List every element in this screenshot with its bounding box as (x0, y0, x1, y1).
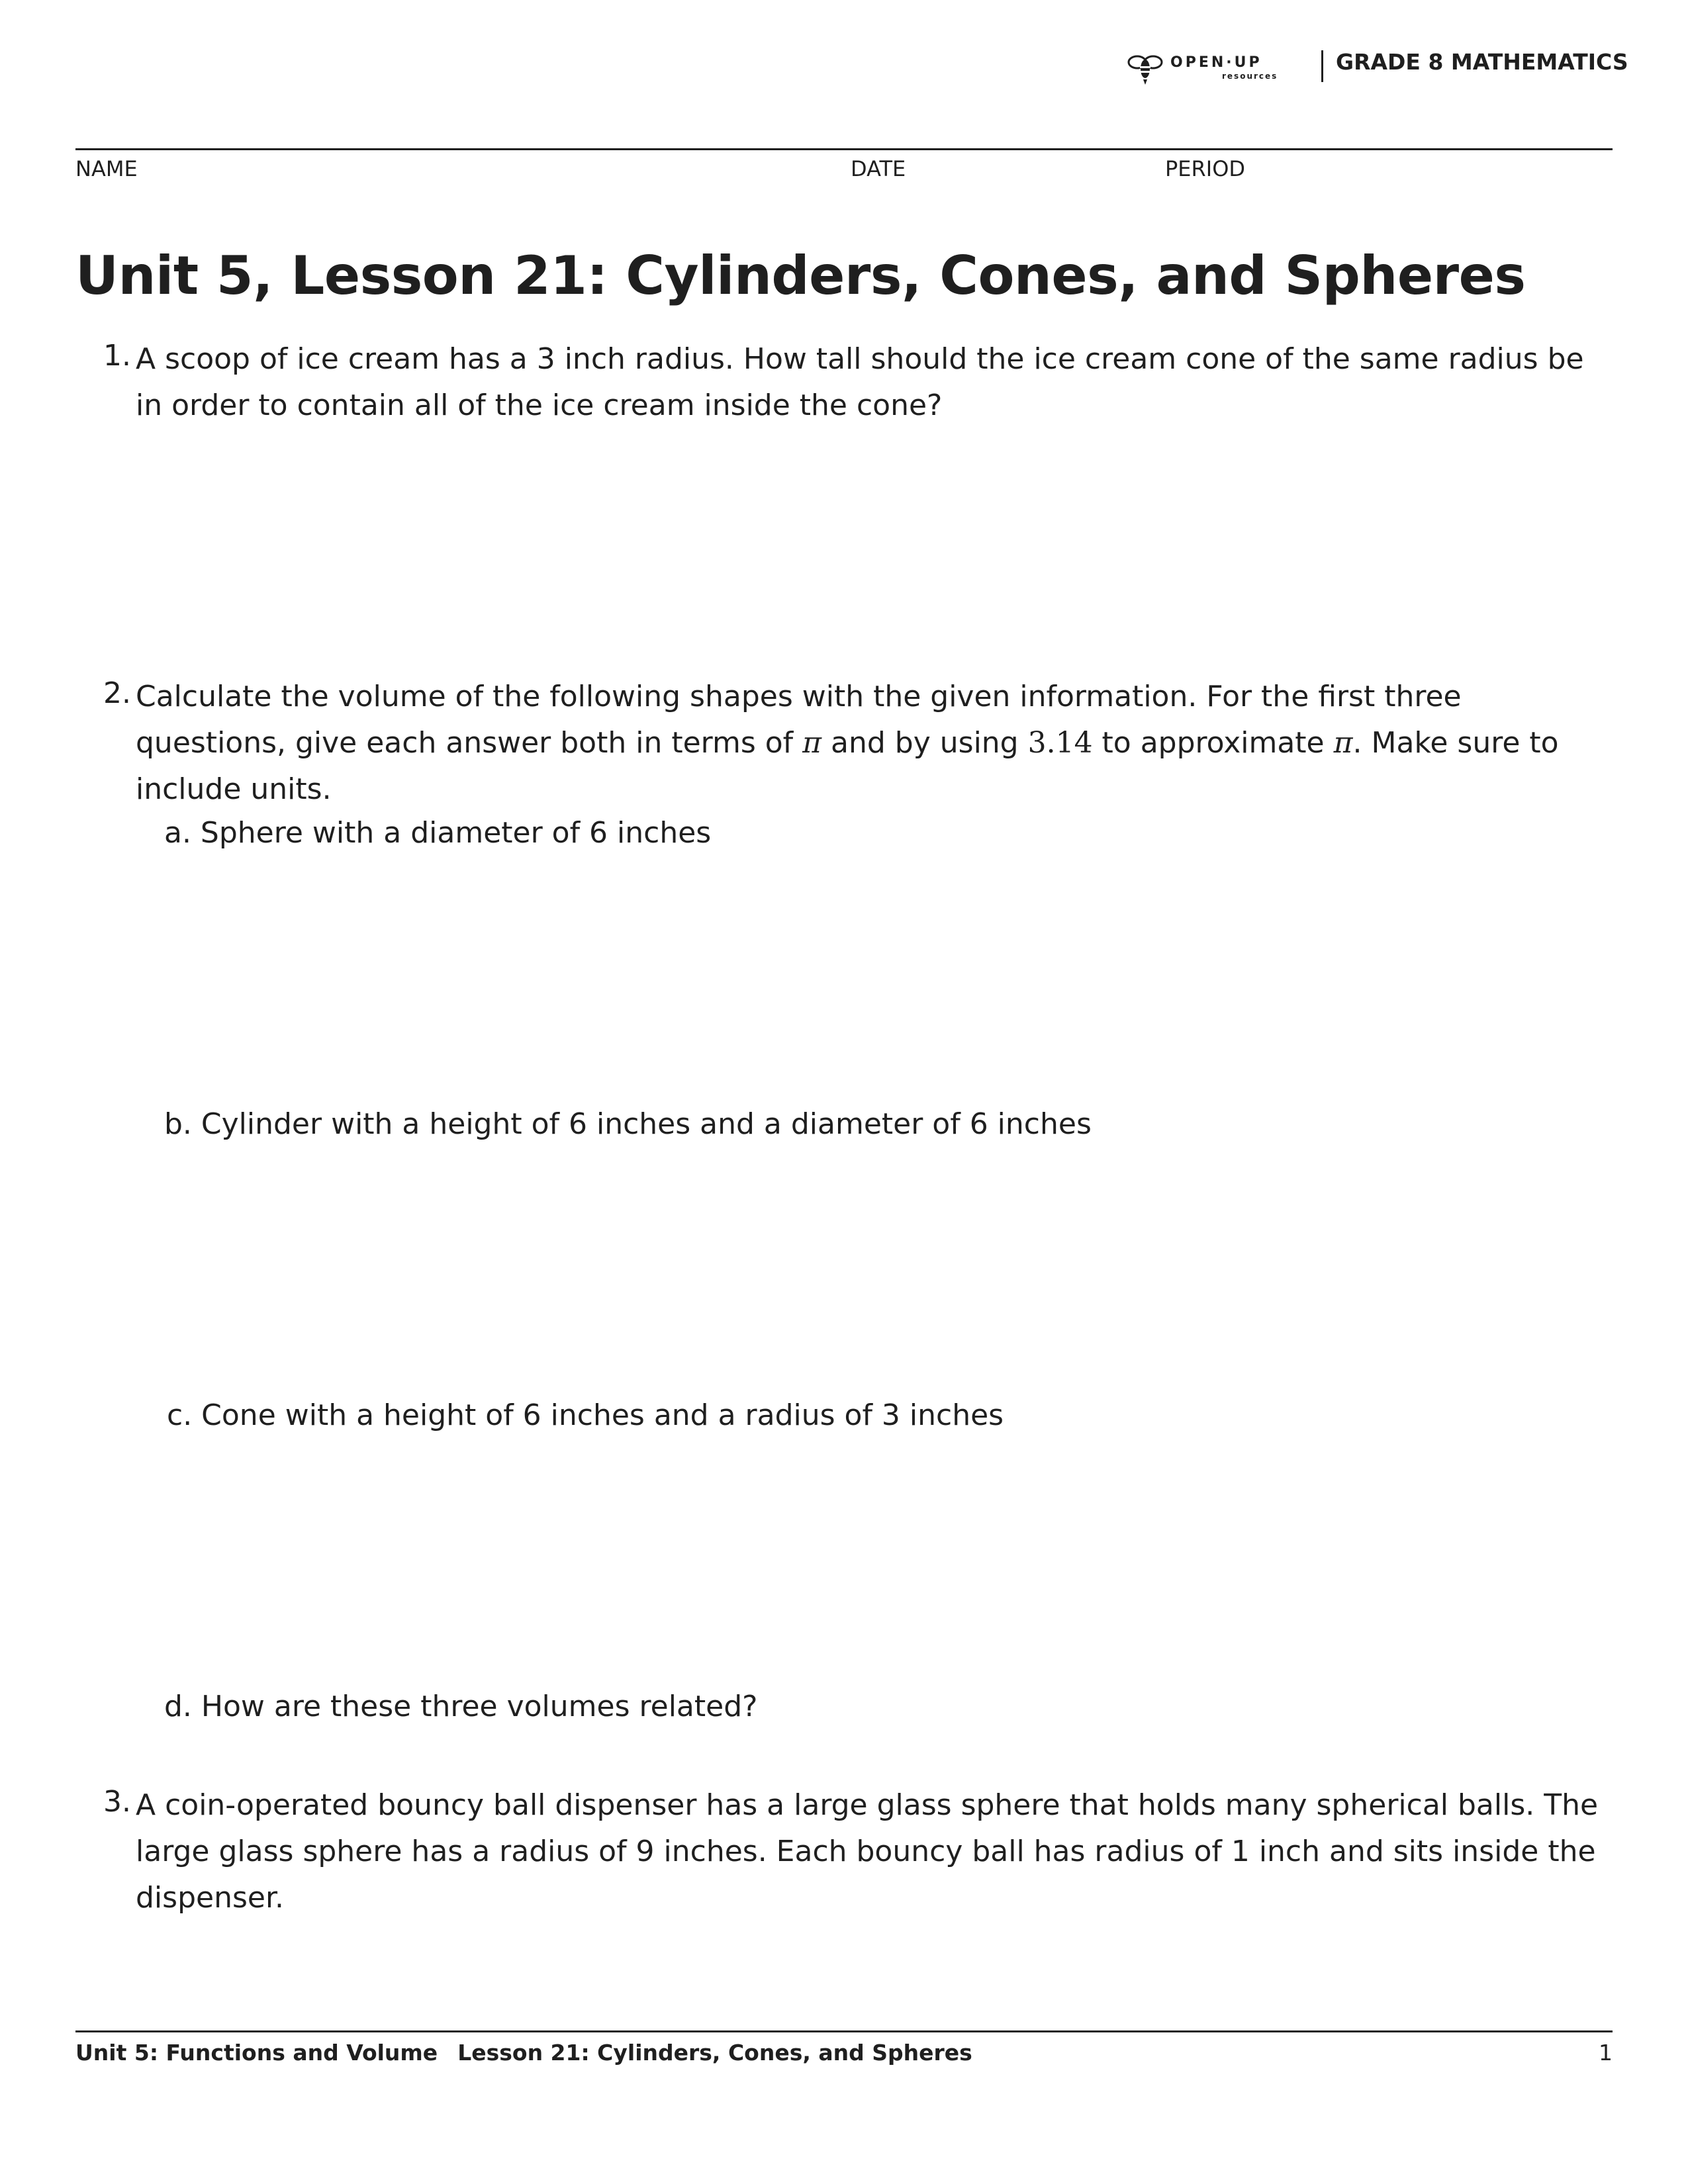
bee-icon (1125, 48, 1165, 87)
question-2-number: 2. (103, 676, 131, 710)
pi-symbol: π (802, 726, 822, 760)
period-field-label: PERIOD (1165, 156, 1246, 181)
grade-label: GRADE 8 MATHEMATICS (1336, 49, 1628, 75)
page-title: Unit 5, Lesson 21: Cylinders, Cones, and Spheres (75, 245, 1526, 306)
footer-unit: Unit 5: Functions and Volume (75, 2040, 438, 2066)
header-rule (75, 148, 1613, 150)
logo-text: OPEN·UP (1170, 54, 1262, 71)
logo-subtext: resources (1222, 71, 1278, 81)
question-2d: d. How are these three volumes related? (164, 1690, 758, 1723)
question-2-text-part4: . Make sure to include units. (136, 726, 1559, 806)
question-3-number: 3. (103, 1785, 131, 1819)
pi-approximation: 3.14 (1027, 726, 1093, 760)
date-field-label: DATE (851, 156, 906, 181)
footer-course-info (75, 2040, 972, 2066)
open-up-logo (1125, 48, 1291, 87)
question-2-text (136, 674, 1618, 813)
question-2b: b. Cylinder with a height of 6 inches and a diameter of 6 inches (164, 1107, 1092, 1141)
page-number: 1 (1599, 2040, 1613, 2066)
pi-symbol: π (1333, 726, 1353, 760)
question-2-text-part1: Calculate the volume of the following shapes with the given information. For the first three questions, give each answer both in terms of (136, 680, 1462, 760)
footer-rule (75, 2030, 1613, 2032)
question-2-text-part2: and by using (821, 726, 1028, 760)
footer-lesson: Lesson 21: Cylinders, Cones, and Spheres (457, 2040, 972, 2066)
question-1-number: 1. (103, 339, 131, 373)
question-2a: a. Sphere with a diameter of 6 inches (164, 816, 712, 850)
question-2-text-part3: to approximate (1092, 726, 1334, 760)
question-1-text: A scoop of ice cream has a 3 inch radius. How tall should the ice cream cone of the same radius be in order to contain all of the ice cream inside the cone? (136, 342, 1584, 422)
name-field-label: NAME (75, 156, 138, 181)
header-divider (1321, 50, 1323, 82)
question-2c: c. Cone with a height of 6 inches and a radius of 3 inches (167, 1398, 1004, 1432)
question-3-text: A coin-operated bouncy ball dispenser has a large glass sphere that holds many spherical balls. The large glass sphere has a radius of 9 inches. Each bouncy ball has radius of 1 inch and sits inside the dispenser. (136, 1788, 1599, 1915)
